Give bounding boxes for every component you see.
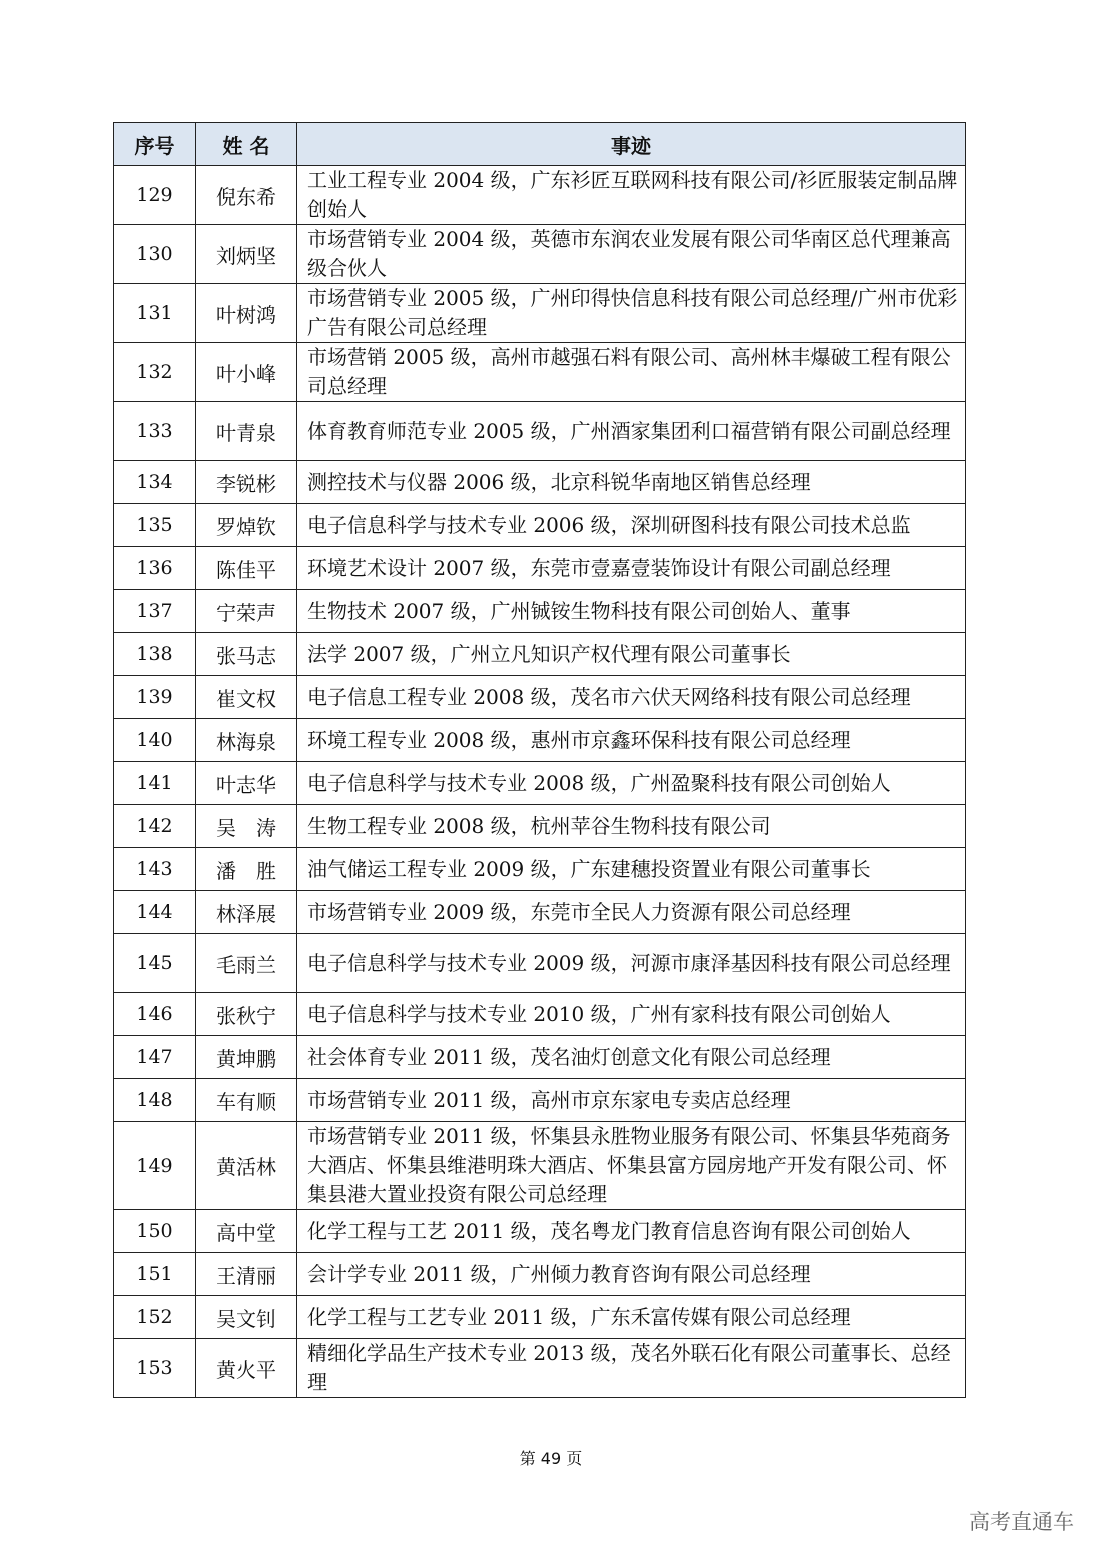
table-row — [114, 891, 966, 934]
row-deed: 会计学专业 2011 级，广州倾力教育咨询有限公司总经理 — [297, 1253, 966, 1296]
table-header-row — [114, 123, 966, 166]
row-number: 144 — [114, 891, 196, 934]
table-row — [114, 343, 966, 402]
row-name: 罗焯钦 — [196, 504, 297, 547]
header-name: 姓 名 — [196, 123, 297, 166]
row-deed: 环境艺术设计 2007 级，东莞市壹嘉壹装饰设计有限公司副总经理 — [297, 547, 966, 590]
row-deed: 生物技术 2007 级，广州铖铵生物科技有限公司创始人、董事 — [297, 590, 966, 633]
table-row — [114, 225, 966, 284]
table-row — [114, 848, 966, 891]
row-number: 133 — [114, 402, 196, 461]
watermark: 高考直通车 — [969, 1510, 1074, 1534]
table-row — [114, 547, 966, 590]
row-name: 倪东希 — [196, 166, 297, 225]
row-number: 145 — [114, 934, 196, 993]
row-name: 刘炳坚 — [196, 225, 297, 284]
row-name: 宁荣声 — [196, 590, 297, 633]
row-number: 140 — [114, 719, 196, 762]
row-name: 黄活林 — [196, 1122, 297, 1210]
row-number: 136 — [114, 547, 196, 590]
row-number: 142 — [114, 805, 196, 848]
row-number: 143 — [114, 848, 196, 891]
row-deed: 化学工程与工艺专业 2011 级，广东禾富传媒有限公司总经理 — [297, 1296, 966, 1339]
row-name: 叶小峰 — [196, 343, 297, 402]
row-number: 135 — [114, 504, 196, 547]
alumni-table — [113, 122, 966, 1398]
row-number: 147 — [114, 1036, 196, 1079]
table-row — [114, 1296, 966, 1339]
table-row — [114, 504, 966, 547]
table-row — [114, 402, 966, 461]
row-name: 吴 涛 — [196, 805, 297, 848]
row-number: 148 — [114, 1079, 196, 1122]
table-row — [114, 461, 966, 504]
table-row — [114, 590, 966, 633]
table-row — [114, 1122, 966, 1210]
row-deed: 市场营销专业 2011 级，怀集县永胜物业服务有限公司、怀集县华苑商务大酒店、怀集县维港明珠大酒店、怀集县富方园房地产开发有限公司、怀集县港大置业投资有限公司总经理 — [297, 1122, 966, 1210]
row-name: 叶青泉 — [196, 402, 297, 461]
row-name: 林海泉 — [196, 719, 297, 762]
table-row — [114, 934, 966, 993]
table-row — [114, 719, 966, 762]
row-deed: 市场营销专业 2005 级，广州印得快信息科技有限公司总经理/广州市优彩广告有限公司总经理 — [297, 284, 966, 343]
row-name: 黄坤鹏 — [196, 1036, 297, 1079]
row-number: 129 — [114, 166, 196, 225]
row-name: 叶志华 — [196, 762, 297, 805]
row-deed: 生物工程专业 2008 级，杭州苹谷生物科技有限公司 — [297, 805, 966, 848]
row-deed: 电子信息科学与技术专业 2008 级，广州盈聚科技有限公司创始人 — [297, 762, 966, 805]
row-deed: 化学工程与工艺 2011 级，茂名粤龙门教育信息咨询有限公司创始人 — [297, 1210, 966, 1253]
page-number: 第 49 页 — [519, 1449, 583, 1468]
row-deed: 市场营销专业 2004 级，英德市东润农业发展有限公司华南区总代理兼高级合伙人 — [297, 225, 966, 284]
row-number: 134 — [114, 461, 196, 504]
row-deed: 油气储运工程专业 2009 级，广东建穗投资置业有限公司董事长 — [297, 848, 966, 891]
table-row — [114, 762, 966, 805]
row-number: 138 — [114, 633, 196, 676]
row-number: 151 — [114, 1253, 196, 1296]
header-deed: 事迹 — [297, 123, 966, 166]
row-name: 黄火平 — [196, 1339, 297, 1398]
row-number: 130 — [114, 225, 196, 284]
row-deed: 电子信息科学与技术专业 2009 级，河源市康泽基因科技有限公司总经理 — [297, 934, 966, 993]
header-no: 序号 — [114, 123, 196, 166]
row-deed: 精细化学品生产技术专业 2013 级，茂名外联石化有限公司董事长、总经理 — [297, 1339, 966, 1398]
table-row — [114, 166, 966, 225]
row-deed: 电子信息科学与技术专业 2010 级，广州有家科技有限公司创始人 — [297, 993, 966, 1036]
document-sheet — [113, 122, 965, 1398]
row-number: 149 — [114, 1122, 196, 1210]
row-deed: 社会体育专业 2011 级，茂名油灯创意文化有限公司总经理 — [297, 1036, 966, 1079]
table-row — [114, 1036, 966, 1079]
table-row — [114, 1339, 966, 1398]
row-deed: 电子信息工程专业 2008 级，茂名市六伏天网络科技有限公司总经理 — [297, 676, 966, 719]
row-name: 王清丽 — [196, 1253, 297, 1296]
table-row — [114, 676, 966, 719]
row-name: 林泽展 — [196, 891, 297, 934]
table-row — [114, 633, 966, 676]
row-name: 吴文钊 — [196, 1296, 297, 1339]
row-name: 叶树鸿 — [196, 284, 297, 343]
row-deed: 市场营销 2005 级，高州市越强石料有限公司、高州林丰爆破工程有限公司总经理 — [297, 343, 966, 402]
row-number: 137 — [114, 590, 196, 633]
row-number: 131 — [114, 284, 196, 343]
row-name: 毛雨兰 — [196, 934, 297, 993]
table-row — [114, 1253, 966, 1296]
row-name: 崔文权 — [196, 676, 297, 719]
table-row — [114, 993, 966, 1036]
table-row — [114, 1210, 966, 1253]
row-name: 高中堂 — [196, 1210, 297, 1253]
table-row — [114, 1079, 966, 1122]
row-deed: 工业工程专业 2004 级，广东衫匠互联网科技有限公司/衫匠服装定制品牌创始人 — [297, 166, 966, 225]
row-number: 141 — [114, 762, 196, 805]
row-number: 139 — [114, 676, 196, 719]
row-deed: 法学 2007 级，广州立凡知识产权代理有限公司董事长 — [297, 633, 966, 676]
row-number: 146 — [114, 993, 196, 1036]
row-name: 李锐彬 — [196, 461, 297, 504]
table-body — [114, 166, 966, 1398]
row-deed: 环境工程专业 2008 级，惠州市京鑫环保科技有限公司总经理 — [297, 719, 966, 762]
row-deed: 市场营销专业 2009 级，东莞市全民人力资源有限公司总经理 — [297, 891, 966, 934]
row-number: 132 — [114, 343, 196, 402]
row-name: 车有顺 — [196, 1079, 297, 1122]
row-name: 张秋宁 — [196, 993, 297, 1036]
row-number: 152 — [114, 1296, 196, 1339]
row-deed: 市场营销专业 2011 级，高州市京东家电专卖店总经理 — [297, 1079, 966, 1122]
table-row — [114, 805, 966, 848]
row-number: 150 — [114, 1210, 196, 1253]
row-deed: 体育教育师范专业 2005 级，广州酒家集团利口福营销有限公司副总经理 — [297, 402, 966, 461]
row-name: 陈佳平 — [196, 547, 297, 590]
row-deed: 测控技术与仪器 2006 级，北京科锐华南地区销售总经理 — [297, 461, 966, 504]
row-name: 张马志 — [196, 633, 297, 676]
row-number: 153 — [114, 1339, 196, 1398]
table-row — [114, 284, 966, 343]
row-deed: 电子信息科学与技术专业 2006 级，深圳研图科技有限公司技术总监 — [297, 504, 966, 547]
row-name: 潘 胜 — [196, 848, 297, 891]
